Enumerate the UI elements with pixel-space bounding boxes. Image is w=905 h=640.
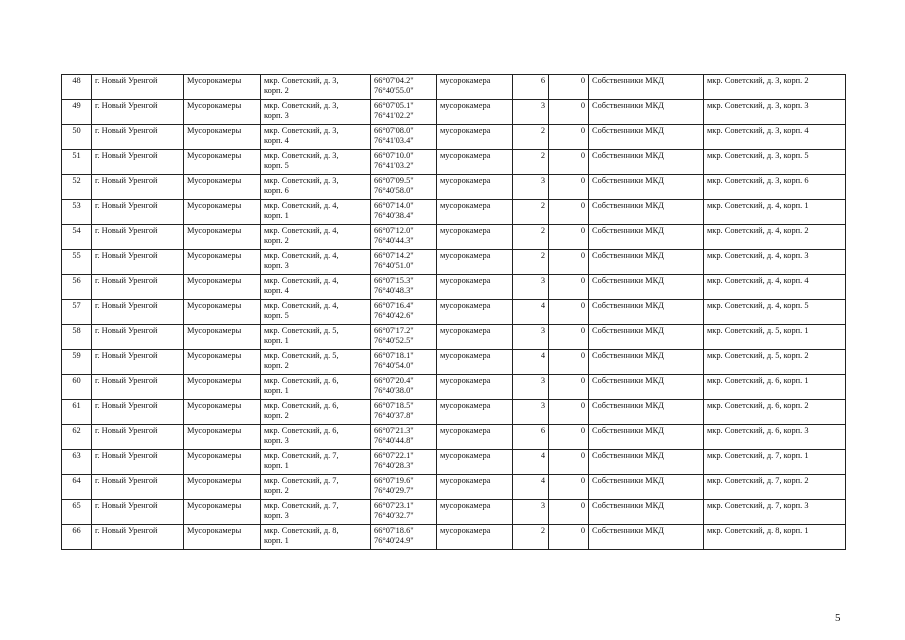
address-line-2: корп. 5 bbox=[264, 160, 289, 170]
longitude-text: 76°40'55.0" bbox=[374, 85, 414, 95]
table-row bbox=[62, 375, 846, 400]
coordinates-cell bbox=[371, 475, 437, 500]
container-count-cell: 3 bbox=[513, 175, 549, 200]
address-cell bbox=[261, 450, 371, 475]
coordinates-cell bbox=[371, 525, 437, 550]
longitude-text: 76°40'54.0" bbox=[374, 360, 414, 370]
longitude-text: 76°40'52.5" bbox=[374, 335, 414, 345]
container-kind-cell: мусорокамера bbox=[437, 225, 513, 250]
city-cell: г. Новый Уренгой bbox=[92, 325, 184, 350]
row-number-cell: 48 bbox=[62, 75, 92, 100]
table-row bbox=[62, 200, 846, 225]
latitude-text: 66°07'18.6" bbox=[374, 526, 414, 535]
container-count-cell: 4 bbox=[513, 350, 549, 375]
latitude-text: 66°07'16.4" bbox=[374, 301, 414, 310]
site-type-cell: Мусорокамеры bbox=[184, 250, 261, 275]
waste-source-cell: мкр. Советский, д. 7, корп. 3 bbox=[704, 500, 846, 525]
owner-cell: Собственники МКД bbox=[589, 475, 704, 500]
waste-source-cell: мкр. Советский, д. 7, корп. 1 bbox=[704, 450, 846, 475]
waste-source-cell: мкр. Советский, д. 3, корп. 5 bbox=[704, 150, 846, 175]
longitude-text: 76°41'02.2" bbox=[374, 110, 414, 120]
site-type-cell: Мусорокамеры bbox=[184, 150, 261, 175]
zero-value-cell: 0 bbox=[549, 250, 589, 275]
site-type-cell: Мусорокамеры bbox=[184, 200, 261, 225]
address-line-1: мкр. Советский, д. 3, bbox=[264, 151, 339, 160]
waste-source-cell: мкр. Советский, д. 4, корп. 4 bbox=[704, 275, 846, 300]
zero-value-cell: 0 bbox=[549, 325, 589, 350]
latitude-text: 66°07'22.1" bbox=[374, 451, 414, 460]
city-cell: г. Новый Уренгой bbox=[92, 350, 184, 375]
table-row bbox=[62, 300, 846, 325]
row-number-cell: 66 bbox=[62, 525, 92, 550]
zero-value-cell: 0 bbox=[549, 500, 589, 525]
row-number-cell: 50 bbox=[62, 125, 92, 150]
longitude-text: 76°40'32.7" bbox=[374, 510, 414, 520]
owner-cell: Собственники МКД bbox=[589, 450, 704, 475]
row-number-cell: 49 bbox=[62, 100, 92, 125]
latitude-text: 66°07'14.2" bbox=[374, 251, 414, 260]
table-row bbox=[62, 500, 846, 525]
latitude-text: 66°07'18.5" bbox=[374, 401, 414, 410]
container-count-cell: 2 bbox=[513, 150, 549, 175]
container-kind-cell: мусорокамера bbox=[437, 450, 513, 475]
row-number-cell: 51 bbox=[62, 150, 92, 175]
site-type-cell: Мусорокамеры bbox=[184, 500, 261, 525]
container-kind-cell: мусорокамера bbox=[437, 525, 513, 550]
table-row bbox=[62, 275, 846, 300]
container-count-cell: 2 bbox=[513, 125, 549, 150]
address-line-1: мкр. Советский, д. 5, bbox=[264, 326, 339, 335]
row-number-cell: 57 bbox=[62, 300, 92, 325]
address-line-1: мкр. Советский, д. 7, bbox=[264, 501, 339, 510]
address-cell bbox=[261, 400, 371, 425]
address-cell bbox=[261, 200, 371, 225]
address-line-1: мкр. Советский, д. 3, bbox=[264, 176, 339, 185]
address-line-1: мкр. Советский, д. 7, bbox=[264, 476, 339, 485]
address-line-2: корп. 4 bbox=[264, 285, 289, 295]
owner-cell: Собственники МКД bbox=[589, 375, 704, 400]
container-count-cell: 4 bbox=[513, 475, 549, 500]
row-number-cell: 58 bbox=[62, 325, 92, 350]
table-row bbox=[62, 525, 846, 550]
longitude-text: 76°40'24.9" bbox=[374, 535, 414, 545]
container-kind-cell: мусорокамера bbox=[437, 300, 513, 325]
site-type-cell: Мусорокамеры bbox=[184, 300, 261, 325]
container-kind-cell: мусорокамера bbox=[437, 275, 513, 300]
latitude-text: 66°07'19.6" bbox=[374, 476, 414, 485]
container-kind-cell: мусорокамера bbox=[437, 375, 513, 400]
address-cell bbox=[261, 300, 371, 325]
table-row bbox=[62, 400, 846, 425]
container-count-cell: 4 bbox=[513, 450, 549, 475]
registry-table-body bbox=[62, 75, 846, 550]
page-number: 5 bbox=[835, 612, 841, 624]
site-type-cell: Мусорокамеры bbox=[184, 325, 261, 350]
address-cell bbox=[261, 275, 371, 300]
zero-value-cell: 0 bbox=[549, 100, 589, 125]
container-kind-cell: мусорокамера bbox=[437, 350, 513, 375]
city-cell: г. Новый Уренгой bbox=[92, 75, 184, 100]
container-kind-cell: мусорокамера bbox=[437, 500, 513, 525]
row-number-cell: 59 bbox=[62, 350, 92, 375]
city-cell: г. Новый Уренгой bbox=[92, 225, 184, 250]
longitude-text: 76°40'28.3" bbox=[374, 460, 414, 470]
zero-value-cell: 0 bbox=[549, 300, 589, 325]
longitude-text: 76°40'44.8" bbox=[374, 435, 414, 445]
coordinates-cell bbox=[371, 425, 437, 450]
address-line-2: корп. 2 bbox=[264, 410, 289, 420]
zero-value-cell: 0 bbox=[549, 425, 589, 450]
city-cell: г. Новый Уренгой bbox=[92, 200, 184, 225]
zero-value-cell: 0 bbox=[549, 375, 589, 400]
container-count-cell: 3 bbox=[513, 500, 549, 525]
waste-source-cell: мкр. Советский, д. 6, корп. 3 bbox=[704, 425, 846, 450]
table-row bbox=[62, 325, 846, 350]
zero-value-cell: 0 bbox=[549, 350, 589, 375]
waste-source-cell: мкр. Советский, д. 8, корп. 1 bbox=[704, 525, 846, 550]
container-count-cell: 2 bbox=[513, 250, 549, 275]
container-kind-cell: мусорокамера bbox=[437, 400, 513, 425]
address-cell bbox=[261, 125, 371, 150]
city-cell: г. Новый Уренгой bbox=[92, 500, 184, 525]
latitude-text: 66°07'14.0" bbox=[374, 201, 414, 210]
coordinates-cell bbox=[371, 400, 437, 425]
site-type-cell: Мусорокамеры bbox=[184, 475, 261, 500]
longitude-text: 76°40'38.4" bbox=[374, 210, 414, 220]
city-cell: г. Новый Уренгой bbox=[92, 300, 184, 325]
address-cell bbox=[261, 500, 371, 525]
zero-value-cell: 0 bbox=[549, 450, 589, 475]
container-kind-cell: мусорокамера bbox=[437, 100, 513, 125]
container-count-cell: 3 bbox=[513, 100, 549, 125]
table-row bbox=[62, 425, 846, 450]
waste-source-cell: мкр. Советский, д. 6, корп. 2 bbox=[704, 400, 846, 425]
container-kind-cell: мусорокамера bbox=[437, 175, 513, 200]
address-line-2: корп. 2 bbox=[264, 235, 289, 245]
row-number-cell: 53 bbox=[62, 200, 92, 225]
address-line-1: мкр. Советский, д. 4, bbox=[264, 201, 339, 210]
table-row bbox=[62, 475, 846, 500]
longitude-text: 76°40'51.0" bbox=[374, 260, 414, 270]
container-count-cell: 2 bbox=[513, 225, 549, 250]
row-number-cell: 60 bbox=[62, 375, 92, 400]
coordinates-cell bbox=[371, 500, 437, 525]
owner-cell: Собственники МКД bbox=[589, 325, 704, 350]
coordinates-cell bbox=[371, 225, 437, 250]
site-type-cell: Мусорокамеры bbox=[184, 225, 261, 250]
table-row bbox=[62, 100, 846, 125]
owner-cell: Собственники МКД bbox=[589, 300, 704, 325]
city-cell: г. Новый Уренгой bbox=[92, 450, 184, 475]
coordinates-cell bbox=[371, 450, 437, 475]
container-kind-cell: мусорокамера bbox=[437, 75, 513, 100]
latitude-text: 66°07'21.3" bbox=[374, 426, 414, 435]
waste-source-cell: мкр. Советский, д. 4, корп. 2 bbox=[704, 225, 846, 250]
row-number-cell: 55 bbox=[62, 250, 92, 275]
table-row bbox=[62, 150, 846, 175]
address-line-1: мкр. Советский, д. 6, bbox=[264, 401, 339, 410]
longitude-text: 76°40'58.0" bbox=[374, 185, 414, 195]
site-type-cell: Мусорокамеры bbox=[184, 175, 261, 200]
owner-cell: Собственники МКД bbox=[589, 100, 704, 125]
address-line-2: корп. 3 bbox=[264, 110, 289, 120]
container-kind-cell: мусорокамера bbox=[437, 250, 513, 275]
address-line-1: мкр. Советский, д. 5, bbox=[264, 351, 339, 360]
waste-source-cell: мкр. Советский, д. 3, корп. 4 bbox=[704, 125, 846, 150]
owner-cell: Собственники МКД bbox=[589, 150, 704, 175]
site-type-cell: Мусорокамеры bbox=[184, 450, 261, 475]
container-count-cell: 4 bbox=[513, 300, 549, 325]
coordinates-cell bbox=[371, 100, 437, 125]
longitude-text: 76°40'29.7" bbox=[374, 485, 414, 495]
container-count-cell: 2 bbox=[513, 525, 549, 550]
address-line-1: мкр. Советский, д. 6, bbox=[264, 376, 339, 385]
latitude-text: 66°07'12.0" bbox=[374, 226, 414, 235]
address-line-1: мкр. Советский, д. 6, bbox=[264, 426, 339, 435]
address-cell bbox=[261, 100, 371, 125]
table-row bbox=[62, 225, 846, 250]
address-cell bbox=[261, 350, 371, 375]
city-cell: г. Новый Уренгой bbox=[92, 400, 184, 425]
site-type-cell: Мусорокамеры bbox=[184, 375, 261, 400]
site-type-cell: Мусорокамеры bbox=[184, 100, 261, 125]
table-row bbox=[62, 125, 846, 150]
city-cell: г. Новый Уренгой bbox=[92, 375, 184, 400]
latitude-text: 66°07'05.1" bbox=[374, 101, 414, 110]
waste-source-cell: мкр. Советский, д. 4, корп. 5 bbox=[704, 300, 846, 325]
city-cell: г. Новый Уренгой bbox=[92, 475, 184, 500]
zero-value-cell: 0 bbox=[549, 150, 589, 175]
container-kind-cell: мусорокамера bbox=[437, 125, 513, 150]
coordinates-cell bbox=[371, 175, 437, 200]
address-line-1: мкр. Советский, д. 3, bbox=[264, 126, 339, 135]
row-number-cell: 52 bbox=[62, 175, 92, 200]
address-line-1: мкр. Советский, д. 4, bbox=[264, 226, 339, 235]
row-number-cell: 65 bbox=[62, 500, 92, 525]
address-line-2: корп. 3 bbox=[264, 510, 289, 520]
latitude-text: 66°07'18.1" bbox=[374, 351, 414, 360]
waste-source-cell: мкр. Советский, д. 5, корп. 1 bbox=[704, 325, 846, 350]
longitude-text: 76°40'42.6" bbox=[374, 310, 414, 320]
address-line-2: корп. 1 bbox=[264, 460, 289, 470]
address-cell bbox=[261, 525, 371, 550]
latitude-text: 66°07'10.0" bbox=[374, 151, 414, 160]
table-row bbox=[62, 175, 846, 200]
zero-value-cell: 0 bbox=[549, 125, 589, 150]
site-type-cell: Мусорокамеры bbox=[184, 125, 261, 150]
address-line-2: корп. 2 bbox=[264, 485, 289, 495]
address-cell bbox=[261, 150, 371, 175]
owner-cell: Собственники МКД bbox=[589, 500, 704, 525]
address-line-2: корп. 3 bbox=[264, 260, 289, 270]
longitude-text: 76°41'03.4" bbox=[374, 135, 414, 145]
coordinates-cell bbox=[371, 200, 437, 225]
site-type-cell: Мусорокамеры bbox=[184, 275, 261, 300]
container-kind-cell: мусорокамера bbox=[437, 425, 513, 450]
latitude-text: 66°07'17.2" bbox=[374, 326, 414, 335]
waste-source-cell: мкр. Советский, д. 3, корп. 2 bbox=[704, 75, 846, 100]
coordinates-cell bbox=[371, 350, 437, 375]
address-cell bbox=[261, 425, 371, 450]
container-kind-cell: мусорокамера bbox=[437, 150, 513, 175]
table-row bbox=[62, 450, 846, 475]
coordinates-cell bbox=[371, 275, 437, 300]
latitude-text: 66°07'04.2" bbox=[374, 76, 414, 85]
container-count-cell: 3 bbox=[513, 275, 549, 300]
container-count-cell: 3 bbox=[513, 400, 549, 425]
waste-source-cell: мкр. Советский, д. 3, корп. 6 bbox=[704, 175, 846, 200]
address-line-1: мкр. Советский, д. 3, bbox=[264, 76, 339, 85]
coordinates-cell bbox=[371, 75, 437, 100]
city-cell: г. Новый Уренгой bbox=[92, 250, 184, 275]
longitude-text: 76°40'44.3" bbox=[374, 235, 414, 245]
city-cell: г. Новый Уренгой bbox=[92, 425, 184, 450]
zero-value-cell: 0 bbox=[549, 200, 589, 225]
latitude-text: 66°07'15.3" bbox=[374, 276, 414, 285]
city-cell: г. Новый Уренгой bbox=[92, 125, 184, 150]
address-cell bbox=[261, 375, 371, 400]
owner-cell: Собственники МКД bbox=[589, 400, 704, 425]
waste-source-cell: мкр. Советский, д. 7, корп. 2 bbox=[704, 475, 846, 500]
row-number-cell: 56 bbox=[62, 275, 92, 300]
latitude-text: 66°07'23.1" bbox=[374, 501, 414, 510]
container-kind-cell: мусорокамера bbox=[437, 325, 513, 350]
address-line-1: мкр. Советский, д. 4, bbox=[264, 251, 339, 260]
container-count-cell: 6 bbox=[513, 75, 549, 100]
city-cell: г. Новый Уренгой bbox=[92, 175, 184, 200]
site-type-cell: Мусорокамеры bbox=[184, 350, 261, 375]
zero-value-cell: 0 bbox=[549, 475, 589, 500]
longitude-text: 76°40'38.0" bbox=[374, 385, 414, 395]
address-line-1: мкр. Советский, д. 7, bbox=[264, 451, 339, 460]
zero-value-cell: 0 bbox=[549, 400, 589, 425]
owner-cell: Собственники МКД bbox=[589, 175, 704, 200]
owner-cell: Собственники МКД bbox=[589, 350, 704, 375]
owner-cell: Собственники МКД bbox=[589, 275, 704, 300]
city-cell: г. Новый Уренгой bbox=[92, 100, 184, 125]
site-type-cell: Мусорокамеры bbox=[184, 75, 261, 100]
address-line-2: корп. 5 bbox=[264, 310, 289, 320]
longitude-text: 76°40'48.3" bbox=[374, 285, 414, 295]
address-cell bbox=[261, 250, 371, 275]
zero-value-cell: 0 bbox=[549, 525, 589, 550]
coordinates-cell bbox=[371, 250, 437, 275]
container-kind-cell: мусорокамера bbox=[437, 475, 513, 500]
container-count-cell: 6 bbox=[513, 425, 549, 450]
address-line-1: мкр. Советский, д. 8, bbox=[264, 526, 339, 535]
address-line-2: корп. 1 bbox=[264, 210, 289, 220]
zero-value-cell: 0 bbox=[549, 275, 589, 300]
address-line-1: мкр. Советский, д. 4, bbox=[264, 276, 339, 285]
address-line-2: корп. 1 bbox=[264, 535, 289, 545]
city-cell: г. Новый Уренгой bbox=[92, 150, 184, 175]
owner-cell: Собственники МКД bbox=[589, 250, 704, 275]
owner-cell: Собственники МКД bbox=[589, 225, 704, 250]
address-line-2: корп. 2 bbox=[264, 85, 289, 95]
owner-cell: Собственники МКД bbox=[589, 125, 704, 150]
coordinates-cell bbox=[371, 300, 437, 325]
container-count-cell: 3 bbox=[513, 325, 549, 350]
address-line-1: мкр. Советский, д. 3, bbox=[264, 101, 339, 110]
waste-source-cell: мкр. Советский, д. 4, корп. 1 bbox=[704, 200, 846, 225]
coordinates-cell bbox=[371, 375, 437, 400]
site-type-cell: Мусорокамеры bbox=[184, 400, 261, 425]
address-cell bbox=[261, 75, 371, 100]
address-line-2: корп. 6 bbox=[264, 185, 289, 195]
waste-source-cell: мкр. Советский, д. 3, корп. 3 bbox=[704, 100, 846, 125]
site-type-cell: Мусорокамеры bbox=[184, 525, 261, 550]
address-line-1: мкр. Советский, д. 4, bbox=[264, 301, 339, 310]
latitude-text: 66°07'20.4" bbox=[374, 376, 414, 385]
waste-source-cell: мкр. Советский, д. 5, корп. 2 bbox=[704, 350, 846, 375]
waste-site-registry-table bbox=[61, 74, 846, 550]
row-number-cell: 64 bbox=[62, 475, 92, 500]
coordinates-cell bbox=[371, 150, 437, 175]
city-cell: г. Новый Уренгой bbox=[92, 275, 184, 300]
zero-value-cell: 0 bbox=[549, 75, 589, 100]
table-row bbox=[62, 250, 846, 275]
table-row bbox=[62, 75, 846, 100]
longitude-text: 76°40'37.8" bbox=[374, 410, 414, 420]
zero-value-cell: 0 bbox=[549, 225, 589, 250]
owner-cell: Собственники МКД bbox=[589, 425, 704, 450]
owner-cell: Собственники МКД bbox=[589, 525, 704, 550]
container-count-cell: 2 bbox=[513, 200, 549, 225]
longitude-text: 76°41'03.2" bbox=[374, 160, 414, 170]
container-kind-cell: мусорокамера bbox=[437, 200, 513, 225]
waste-source-cell: мкр. Советский, д. 6, корп. 1 bbox=[704, 375, 846, 400]
container-count-cell: 3 bbox=[513, 375, 549, 400]
coordinates-cell bbox=[371, 325, 437, 350]
owner-cell: Собственники МКД bbox=[589, 75, 704, 100]
table-row bbox=[62, 350, 846, 375]
address-cell bbox=[261, 225, 371, 250]
address-line-2: корп. 2 bbox=[264, 360, 289, 370]
row-number-cell: 63 bbox=[62, 450, 92, 475]
owner-cell: Собственники МКД bbox=[589, 200, 704, 225]
address-cell bbox=[261, 325, 371, 350]
row-number-cell: 54 bbox=[62, 225, 92, 250]
site-type-cell: Мусорокамеры bbox=[184, 425, 261, 450]
address-line-2: корп. 3 bbox=[264, 435, 289, 445]
row-number-cell: 62 bbox=[62, 425, 92, 450]
city-cell: г. Новый Уренгой bbox=[92, 525, 184, 550]
zero-value-cell: 0 bbox=[549, 175, 589, 200]
row-number-cell: 61 bbox=[62, 400, 92, 425]
address-line-2: корп. 1 bbox=[264, 335, 289, 345]
address-line-2: корп. 4 bbox=[264, 135, 289, 145]
address-line-2: корп. 1 bbox=[264, 385, 289, 395]
waste-source-cell: мкр. Советский, д. 4, корп. 3 bbox=[704, 250, 846, 275]
latitude-text: 66°07'08.0" bbox=[374, 126, 414, 135]
address-cell bbox=[261, 475, 371, 500]
coordinates-cell bbox=[371, 125, 437, 150]
latitude-text: 66°07'09.5" bbox=[374, 176, 414, 185]
address-cell bbox=[261, 175, 371, 200]
